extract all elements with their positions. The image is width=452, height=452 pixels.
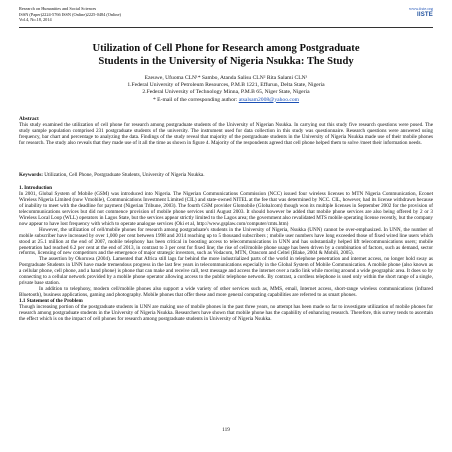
author-names: Ezeuwe, Ufuoma CLN¹* Sambo, Atanda Salisu CLN² Rita Salami CLN¹ — [144, 75, 308, 81]
corresponding-author — [40, 97, 412, 104]
iiste-logo: IISTE — [416, 11, 433, 18]
keywords-text: Utilization, Cell Phone, Postgraduate Students, University of Nigeria Nsukka. — [43, 172, 205, 178]
abstract-heading: Abstract — [19, 116, 39, 122]
paper-title — [40, 43, 412, 68]
intro-paragraph-1: In 2001, Global System of Mobile (GSM) was introduced into Nigeria. The Nigerian Communications Commission (NCC) issued four wireless licenses to MTN Nigeria Communication, Econet Wireless Nigeria Limited (now Vmobile), Communications Investment Limited (CIL) and state-owned NITEL at the fee that was determined by NCC. CIL, however, had its license withdrawn because of inability to meet with the deadline for payment (Nigerian Tribune, 2003). The fourth GSM provider Glomobile (Globalcom) though won its multiple licenses in September 2002 for the provision of telecommunications services but did not commence provision of mobile phone services until August 2003. It should however be added that mobile phone services are also being offered by 2 or 3 Wireless Local Loop (WLL) operators in Lagos State, but the services appear strictly limited to the Lagos area; the government also revalidated MTS mobile operating license recently, but the company now appear to have lost frequency with which to operate analogue services (Oki et al, http://www.gsplaw.com/computer/cmts.htm) — [19, 190, 433, 227]
journal-volume: Vol.4, No.18, 2014 — [19, 17, 52, 23]
intro-paragraph-3: The assertion by Okoruwa (2004). Lamented that Africa still lags far behind the more industrialized parts of the world in telephone penetration and internet access, no longer hold sway as Postgraduate Students in UNN have made tremendous progress in the last few years in telecommunications especially in the Global System of Mobile Communication. A mobile phone (also known as a cellular phone, cell phone, and a hand phone) is phone that can make and receive call, text message and access the internet over a radio link while moving around a wide geographic area. It does so by connecting to a cellular network provided by a mobile phone operator allowing access to the public telephone network. By contrast, a cordless telephone is used only within the short range of a single, private base station. — [19, 256, 433, 287]
email-prefix: * E-mail of the corresponding author: — [152, 96, 239, 103]
intro-paragraph-4: In addition to telephony, modern cell/mobile phones also support a wide variety of other services such as, MMS, email, Internet access, short-range wireless communications (infrared Bluetooth), business applications, gaming and photography. Mobile phones that offer these and more general computing capabilities are referred to as smart phones. — [19, 286, 433, 299]
problem-heading: 1.1 Statement of the Problem — [19, 298, 83, 305]
author-block — [40, 75, 412, 104]
paper-title-line-1: Utilization of Cell Phone for Research among Postgraduate — [92, 43, 360, 54]
header-rule — [19, 27, 433, 28]
affiliation-1: 1.Federal University of Petroleum Resources, P.M.B 1221, Effurun, Delta State, Nigeria — [127, 82, 325, 89]
intro-paragraph-2: However, the utilization of cell/mobile phones for research among postgraduate's students in the University of Nigeria, Nsukka (UNN) cannot be over-emphasized. In UNN, the number of mobile subscriber have increased by over 1,000 per cent between 1998 and 2014 reaching up to 5 thousand subscribers ; mobile user numbers have long exceeded those of fixed wired line users which stood at 25.1 million at the end of 2007, mobile telephony has been critical in boosting access to telecommunications in UNN and has substantially helped lift telecommunications users; mobile penetration had reached 6.2 per cent at the end of 2013, in contrast to 3 per cent for fixed line; the rise of cell/mobile phone usage has been driven by a combination of factors, such as demand, sector reforms, licensing of new competitors and the emergence of major strategic investors, such as Vodacom, MTN, Orascom and Celtel (Blake, 2004 & Mobili, 2005). — [19, 226, 433, 257]
affiliation-2: 2.Federal University of Technology Minna, P.M.B 65, Niger State, Nigeria — [142, 89, 310, 96]
journal-site-link[interactable]: www.iiste.org — [409, 6, 433, 11]
keywords — [19, 172, 433, 178]
journal-issn: ISSN (Paper)2224-5766 ISSN (Online)2225-0484 (Online) — [19, 11, 121, 17]
page-number: 119 — [222, 427, 230, 433]
author-email-link[interactable]: atsalsam2008@yahoo.com — [238, 96, 300, 103]
journal-site — [409, 6, 433, 18]
abstract-text: This study examined the utilization of cell phone for research among postgraduate students of the University of Nigerian Nsukka. In carrying out this study five research questions were posed. The study sample population comprised 231 postgraduate students of the university. The instrument used for data collection in this study was questionnaire. Research questions were answered using frequency, bar chart and percentage to analyzing the data. Findings of the study reveal that majority of the postgraduate students in the University of Nigeria Nsukka made use of their mobile phones for research. The study also reveals that they made use of it all the time as shown in figure 4. Majority of the respondents agreed that cell phone helped them to solve /meet their information needs. — [19, 122, 433, 146]
keywords-label: Keywords: — [19, 172, 43, 178]
problem-paragraph: Though increasing portion of the postgraduate students in UNN are making use of mobile phones in the past three years, no attempt has been made so far to investigate utilization of mobile phones for research among postgraduate students in the University of Nigeria Nsukka. Researchers have shown that mobile phone has the capability of enhancing research. Therefore, this survey tends to ascertain the effect which is on the impact of cell phones for research among postgraduate students in University of Nigeria Nsukka. — [19, 304, 433, 322]
introduction-heading: 1. Introduction — [19, 185, 53, 191]
introduction-section — [19, 186, 433, 323]
journal-header — [19, 6, 433, 28]
paper-title-line-2: Students in the University of Nigeria Nsukka: The Study — [98, 55, 354, 67]
journal-name: Research on Humanities and Social Sciences — [19, 6, 97, 11]
abstract-body — [19, 123, 433, 147]
journal-info — [19, 6, 121, 23]
